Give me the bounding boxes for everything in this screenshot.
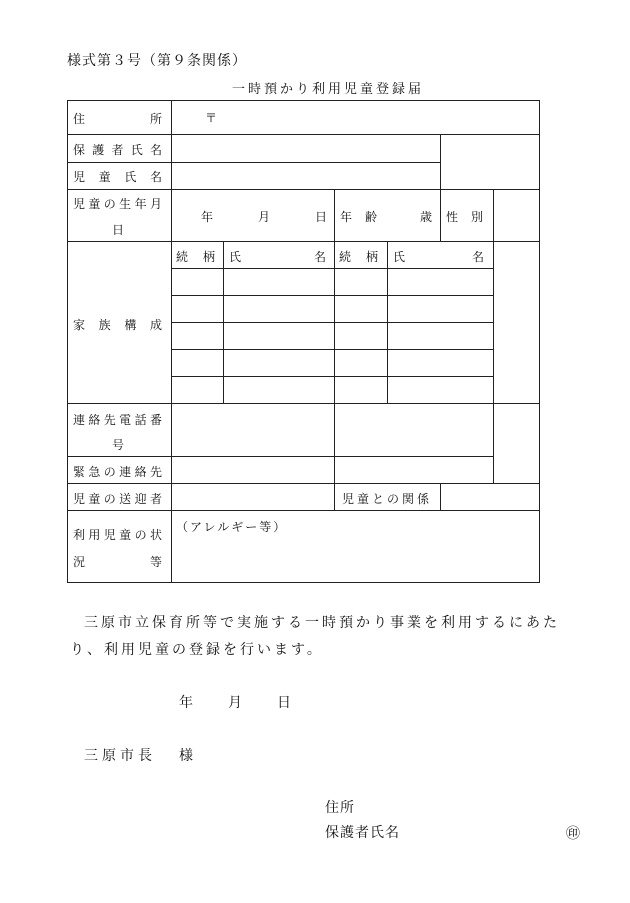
table-line bbox=[171, 100, 172, 583]
address-label bbox=[73, 110, 163, 127]
date-year: 年 bbox=[179, 695, 193, 711]
label-char: 者 bbox=[111, 143, 125, 157]
table-line bbox=[67, 582, 539, 583]
guardian-label bbox=[73, 141, 163, 158]
table-line bbox=[67, 241, 539, 242]
label-char: の bbox=[103, 197, 117, 211]
label-char: 絡 bbox=[134, 465, 148, 479]
label-char: 氏 bbox=[124, 170, 138, 184]
declaration-text: 三原市立保育所等で実施する一時預かり事業を利用するにあたり、利用児童の登録を行います。 bbox=[70, 615, 560, 658]
label-char: 状 bbox=[149, 528, 163, 542]
label-char: の bbox=[103, 492, 117, 506]
table-line bbox=[171, 295, 493, 296]
applicant-address-label: 住所 bbox=[325, 800, 355, 816]
birth-day: 日 bbox=[315, 210, 329, 224]
table-line bbox=[440, 134, 441, 242]
seal-icon: ㊞ bbox=[566, 826, 580, 842]
label-char: 名 bbox=[313, 250, 327, 264]
gender-label bbox=[446, 208, 484, 225]
label-char: 別 bbox=[470, 210, 484, 224]
label-char: 年 bbox=[134, 197, 148, 211]
label-char: 保 bbox=[73, 143, 87, 157]
table-line bbox=[67, 100, 539, 101]
table-line bbox=[171, 322, 493, 323]
label-char: 柄 bbox=[202, 250, 216, 264]
label-char: 氏 bbox=[393, 250, 407, 264]
label-char: 利 bbox=[73, 528, 87, 542]
label-char: 続 bbox=[176, 250, 190, 264]
label-char: 族 bbox=[98, 318, 112, 332]
label-char: 児 bbox=[73, 170, 87, 184]
label-char: 電 bbox=[119, 413, 133, 427]
label-char: 童 bbox=[119, 528, 133, 542]
table-line bbox=[334, 189, 335, 241]
family-name-header-1 bbox=[229, 248, 327, 265]
table-line bbox=[440, 483, 441, 510]
label-char: 児 bbox=[103, 528, 117, 542]
contact-label bbox=[73, 411, 163, 428]
age-unit: 歳 bbox=[420, 210, 434, 224]
status-label-line2 bbox=[73, 553, 163, 570]
table-line bbox=[334, 241, 335, 510]
label-char: 名 bbox=[149, 170, 163, 184]
label-char: 氏 bbox=[130, 143, 144, 157]
address-label-last: 所 bbox=[149, 112, 163, 126]
label-char: 迎 bbox=[134, 492, 148, 506]
label-char: 送 bbox=[119, 492, 133, 506]
label-char: 用 bbox=[88, 528, 102, 542]
label-char: 名 bbox=[149, 143, 163, 157]
contact-label-end: 号 bbox=[112, 438, 126, 452]
label-char: 柄 bbox=[365, 250, 379, 264]
table-line bbox=[539, 100, 540, 583]
label-char: 童 bbox=[88, 492, 102, 506]
label-char: 者 bbox=[149, 492, 163, 506]
relation-with-child-label: 児童との関係 bbox=[342, 492, 433, 506]
label-char: 先 bbox=[149, 465, 163, 479]
addressee-name: 三原市長 bbox=[84, 748, 156, 764]
table-line bbox=[223, 241, 224, 403]
label-char: 番 bbox=[149, 413, 163, 427]
label-char: 齢 bbox=[364, 210, 378, 224]
child-label bbox=[73, 168, 163, 185]
label-char: 生 bbox=[119, 197, 133, 211]
birth-label bbox=[73, 195, 163, 212]
status-label bbox=[73, 526, 163, 543]
birth-month: 月 bbox=[258, 210, 272, 224]
label-char: 家 bbox=[73, 318, 87, 332]
label-char: 先 bbox=[103, 413, 117, 427]
label-char: 氏 bbox=[229, 250, 243, 264]
label-char: 構 bbox=[124, 318, 138, 332]
label-char: 児 bbox=[73, 492, 87, 506]
label-char: 急 bbox=[88, 465, 102, 479]
label-char: 続 bbox=[339, 250, 353, 264]
table-line bbox=[171, 349, 493, 350]
emergency-label bbox=[73, 463, 163, 480]
table-line bbox=[67, 456, 493, 457]
postal-mark: 〒 bbox=[205, 111, 219, 125]
form-number: 様式第３号（第９条関係） bbox=[67, 53, 247, 69]
label-char: 月 bbox=[149, 197, 163, 211]
allergy-note: （アレルギー等） bbox=[176, 520, 288, 534]
family-relation-header-2 bbox=[339, 248, 379, 265]
label-char: 連 bbox=[119, 465, 133, 479]
table-line bbox=[67, 162, 440, 163]
label-char: 成 bbox=[149, 318, 163, 332]
applicant-name-label: 保護者氏名 bbox=[325, 825, 400, 841]
table-line bbox=[67, 134, 539, 135]
table-line bbox=[387, 241, 388, 403]
age-label bbox=[340, 208, 378, 225]
label-char: 童 bbox=[88, 197, 102, 211]
label-char: の bbox=[103, 465, 117, 479]
label-char: 連 bbox=[73, 413, 87, 427]
table-line bbox=[493, 241, 494, 483]
date-month: 月 bbox=[228, 695, 242, 711]
label-char: 等 bbox=[149, 555, 163, 569]
label-char: 名 bbox=[471, 250, 485, 264]
label-char: 緊 bbox=[73, 465, 87, 479]
table-line bbox=[67, 510, 539, 511]
family-name-header-2 bbox=[393, 248, 485, 265]
table-line bbox=[171, 376, 493, 377]
label-char: 童 bbox=[98, 170, 112, 184]
addressee-honorific: 様 bbox=[179, 748, 193, 764]
label-char: 況 bbox=[73, 555, 87, 569]
table-line bbox=[67, 189, 539, 190]
label-char: 年 bbox=[340, 210, 354, 224]
label-char: 児 bbox=[73, 197, 87, 211]
label-char: 護 bbox=[92, 143, 106, 157]
address-label-first: 住 bbox=[73, 112, 87, 126]
family-relation-header-1 bbox=[176, 248, 216, 265]
birth-year: 年 bbox=[201, 210, 215, 224]
pickup-label bbox=[73, 490, 163, 507]
form-title: 一時預かり利用児童登録届 bbox=[232, 82, 425, 97]
table-line bbox=[171, 268, 493, 269]
date-day: 日 bbox=[277, 695, 291, 711]
label-char: 話 bbox=[134, 413, 148, 427]
family-label bbox=[73, 316, 163, 333]
table-line bbox=[67, 100, 68, 583]
table-line bbox=[67, 403, 539, 404]
table-line bbox=[67, 483, 539, 484]
label-char: の bbox=[134, 528, 148, 542]
birth-label-day: 日 bbox=[112, 223, 126, 237]
label-char: 性 bbox=[446, 210, 460, 224]
label-char: 絡 bbox=[88, 413, 102, 427]
table-line bbox=[493, 189, 494, 241]
